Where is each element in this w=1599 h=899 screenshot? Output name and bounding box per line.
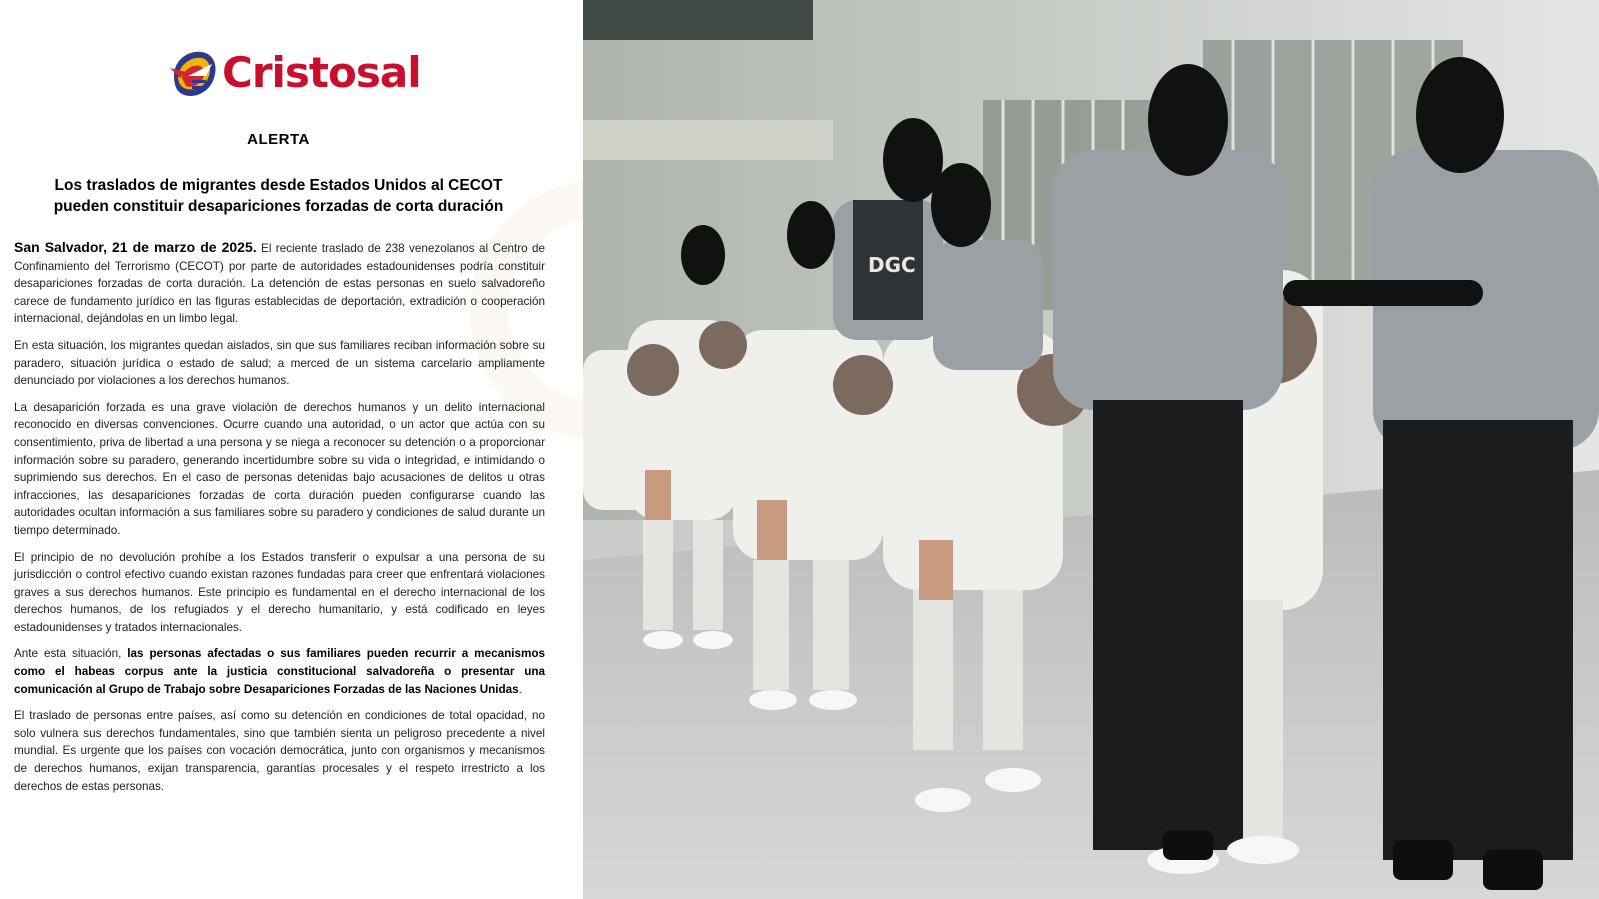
paragraph: La desaparición forzada es una grave violación de derechos humanos y un delito internacional reconocido en diversas convenciones. Ocurre cuando una autoridad, o un actor que actúa con su consentimiento, priva de libertad a una persona y se niega a reconocer su detención o a proporcionar información sobre su paradero, generando incertidumbre sobre su vida o integridad, e intimidando o suprimiendo sus derechos. En el caso de personas detenidas bajo acusaciones de delitos u otras infracciones, las desapariciones forzadas de corta duración pueden configurarse cuando las autoridades ocultan información a sus familiares sobre su paradero y condiciones de salud durante un tiempo determinado. — [14, 400, 545, 537]
bold-emphasis: las personas afectadas o sus familiares pueden recurrir a mecanismos como el habeas corpus ante la justicia constitucional salvadoreña o presentar una comunicación al Grupo de Trabajo sobre Desapariciones Forzadas de las Naciones Unidas — [14, 647, 545, 696]
headline — [20, 175, 537, 217]
headline-line: Los traslados de migrantes desde Estados Unidos al CECOT — [54, 177, 503, 194]
paragraph — [14, 239, 545, 328]
logo-wordmark: Cristosal — [222, 48, 421, 97]
paragraph-text: Ante esta situación, — [14, 647, 128, 661]
headline-line: pueden constituir desapariciones forzadas de corta duración — [53, 198, 504, 215]
prison-transfer-photo — [583, 0, 1599, 899]
body-text — [14, 239, 545, 804]
paragraph-text: El reciente traslado de 238 venezolanos al Centro de Confinamiento del Terrorismo (CECOT) por parte de autoridades estadounidenses podría constituir desapariciones forzadas de corta duración. La detención de estas personas en suelo salvadoreño carece de fundamento jurídico en las figuras establecidas de deportación, extradición o cooperación internacional, dejándolas en un limbo legal. — [14, 242, 545, 326]
photo-illustration — [583, 0, 1599, 899]
paragraph — [14, 645, 545, 698]
dove-emblem-icon — [168, 46, 218, 100]
alert-kicker: ALERTA — [247, 131, 310, 148]
vest-label: DGC — [868, 253, 916, 277]
paragraph: El principio de no devolución prohíbe a los Estados transferir o expulsar a una persona de su jurisdicción o control efectivo cuando existan razones fundadas para creer que enfrentará violaciones graves a sus derechos humanos. Este principio es fundamental en el derecho internacional de los derechos humanos, de los refugiados y el derecho humanitario, y está codificado en leyes estadounidenses y tratados internacionales. — [14, 550, 545, 634]
press-release-panel — [0, 0, 583, 899]
paragraph: El traslado de personas entre países, así como su detención en condiciones de total opacidad, no solo vulnera sus derechos fundamentales, sino que también sienta un peligroso precedente a nivel mundial. Es urgente que los países con vocación democrática, junto con organismos y mecanismos de derechos humanos, exijan transparencia, garantías procesales y el respeto irrestricto a los derechos de estas personas. — [14, 709, 545, 793]
cristosal-logo — [168, 44, 421, 102]
paragraph-text: . — [518, 682, 522, 696]
dateline: San Salvador, 21 de marzo de 2025. — [14, 239, 257, 255]
paragraph: En esta situación, los migrantes quedan aislados, sin que sus familiares reciban información sobre su paradero, situación jurídica o estado de salud; a merced de un sistema carcelario ampliamente denunciado por violaciones a los derechos humanos. — [14, 338, 545, 388]
